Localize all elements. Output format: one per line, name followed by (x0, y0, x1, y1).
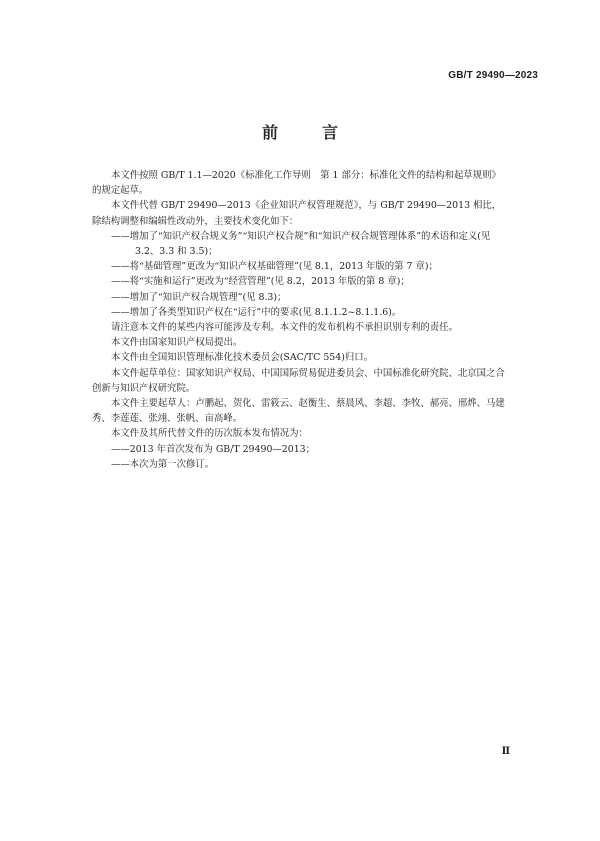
document-code: GB/T 29490—2023 (448, 70, 538, 81)
history-item: ——本次为第一次修订。 (111, 458, 215, 470)
change-item: ——增加了各类型知识产权在“运行”中的要求(见 8.1.1.2~8.1.1.6)。 (111, 306, 402, 318)
page-number: Ⅱ (501, 746, 510, 757)
change-item (92, 229, 508, 259)
change-item-line: 3.2、3.3 和 3.5)； (135, 246, 218, 258)
change-item-line: ——增加了“知识产权合规义务”“知识产权合规”和“知识产权合规管理体系”的术语和定义(见 (111, 230, 491, 242)
paragraph-history-intro: 本文件及其所代替文件的历次版本发布情况为： (111, 428, 308, 440)
document-body (92, 168, 508, 472)
change-item: ——将“基础管理”更改为“知识产权基础管理”(见 8.1，2013 年版的第 7 章)； (111, 261, 438, 273)
page-title: 前 言 (261, 123, 352, 142)
paragraph-patent-notice: 请注意本文件的某些内容可能涉及专利。本文件的发布机构不承担识别专利的责任。 (111, 322, 458, 334)
paragraph-drafting-units: 本文件起草单位：国家知识产权局、中国国际贸易促进委员会、中国标准化研究院、北京国之合创新与知识产权研究院。 (92, 367, 505, 394)
paragraph-drafting-basis: 本文件按照 GB/T 1.1—2020《标准化工作导则 第 1 部分：标准化文件的结构和起草规则》的规定起草。 (92, 170, 501, 197)
paragraph-replacement: 本文件代替 GB/T 29490—2013《企业知识产权管理规范》，与 GB/T 29490—2013 相比，除结构调整和编辑性改动外，主要技术变化如下： (92, 200, 502, 227)
paragraph-proposer: 本文件由国家知识产权局提出。 (111, 337, 243, 349)
paragraph-drafters: 本文件主要起草人：卢鹏起、贺化、雷筱云、赵衡生、蔡晨风、李超、李牧、郝亮、邢烨、马建秀、李莲莲、张翊、张帆、亩高峰。 (92, 398, 505, 425)
history-item: ——2013 年首次发布为 GB/T 29490—2013； (111, 443, 316, 455)
change-item: ——增加了“知识产权合规管理”(见 8.3)； (111, 291, 287, 303)
change-item: ——将“实施和运行”更改为“经营管理”(见 8.2，2013 年版的第 8 章)； (111, 276, 410, 288)
paragraph-committee: 本文件由全国知识管理标准化技术委员会(SAC/TC 554)归口。 (111, 352, 374, 364)
